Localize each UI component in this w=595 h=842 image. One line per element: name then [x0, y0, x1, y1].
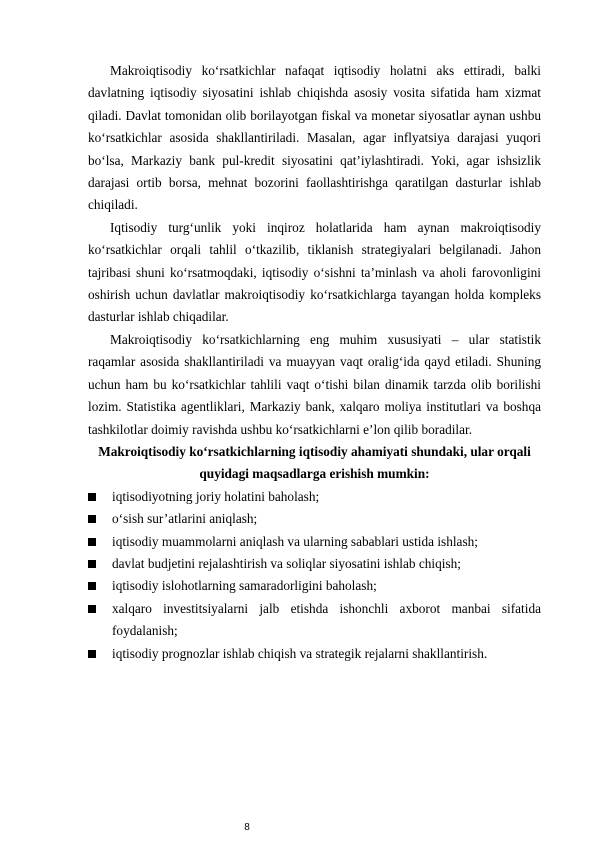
- list-item-text: davlat budjetini rejalashtirish va soliqlar siyosatini ishlab chiqish;: [112, 555, 461, 571]
- list-item-text: iqtisodiyotning joriy holatini baholash;: [112, 488, 320, 504]
- square-bullet-icon: [88, 493, 96, 501]
- bullet-list: [88, 486, 541, 665]
- list-item: [88, 553, 541, 575]
- document-page: [88, 60, 541, 665]
- list-item: [88, 508, 541, 530]
- paragraph-2: Iqtisodiy turg‘unlik yoki inqiroz holatlarida ham aynan makroiqtisodiy ko‘rsatkichlar orqali tahlil o‘tkazilib, tiklanish strategiyalari belgilanadi. Jahon tajribasi shuni ko‘rsatmoqdaki, iqtisodiy o‘sishni ta’minlash va aholi farovonligini oshirish uchun davlatlar makroiqtisodiy ko‘rsatkichlarga tayangan holda kompleks dasturlar ishlab chiqadilar.: [88, 219, 541, 325]
- paragraph-3: Makroiqtisodiy ko‘rsatkichlarning eng muhim xususiyati – ular statistik raqamlar asosida shakllantiriladi va muayyan vaqt oralig‘ida qayd etiladi. Shuning uchun ham bu ko‘rsatkichlar tahlili vaqt o‘tishi bilan dinamik tarzda olib borilishi lozim. Statistika agentliklari, Markaziy bank, xalqaro moliya institutlari va boshqa tashkilotlar doimiy ravishda ushbu ko‘rsatkichlarni e’lon qilib boradilar.: [88, 331, 541, 437]
- list-item-text: o‘sish sur’atlarini aniqlash;: [112, 511, 258, 527]
- square-bullet-icon: [88, 650, 96, 658]
- page-number: 8: [244, 822, 250, 833]
- paragraph-1: Makroiqtisodiy ko‘rsatkichlar nafaqat iqtisodiy holatni aks ettiradi, balki davlatning iqtisodiy siyosatini ishlab chiqishda asosiy vosita sifatida ham xizmat qiladi. Davlat tomonidan olib borilayotgan fiskal va monetar siyosatlar aynan ushbu ko‘rsatkichlar asosida shakllantiriladi. Masalan, agar inflyatsiya darajasi yuqori bo‘lsa, Markaziy bank pul-kredit siyosatini qat’iylashtiradi. Yoki, agar ishsizlik darajasi ortib borsa, mehnat bozorini faollashtirishga qaratilgan dasturlar ishlab chiqiladi.: [88, 63, 541, 213]
- list-item-text: xalqaro investitsiyalarni jalb etishda ishonchli axborot manbai sifatida foydalanish;: [112, 600, 541, 639]
- list-item: [88, 531, 541, 553]
- list-item: [88, 486, 541, 508]
- square-bullet-icon: [88, 560, 96, 568]
- list-item: [88, 598, 541, 643]
- list-item-text: iqtisodiy muammolarni aniqlash va ularning sabablari ustida ishlash;: [112, 533, 478, 549]
- list-item: [88, 643, 541, 665]
- list-item: [88, 575, 541, 597]
- section-heading: Makroiqtisodiy ko‘rsatkichlarning iqtisodiy ahamiyati shundaki, ular orqali quyidagi maqsadlarga erishish mumkin:: [98, 443, 531, 482]
- square-bullet-icon: [88, 582, 96, 590]
- square-bullet-icon: [88, 605, 96, 613]
- list-item-text: iqtisodiy islohotlarning samaradorligini baholash;: [112, 578, 377, 594]
- square-bullet-icon: [88, 515, 96, 523]
- list-item-text: iqtisodiy prognozlar ishlab chiqish va strategik rejalarni shakllantirish.: [112, 645, 488, 661]
- square-bullet-icon: [88, 538, 96, 546]
